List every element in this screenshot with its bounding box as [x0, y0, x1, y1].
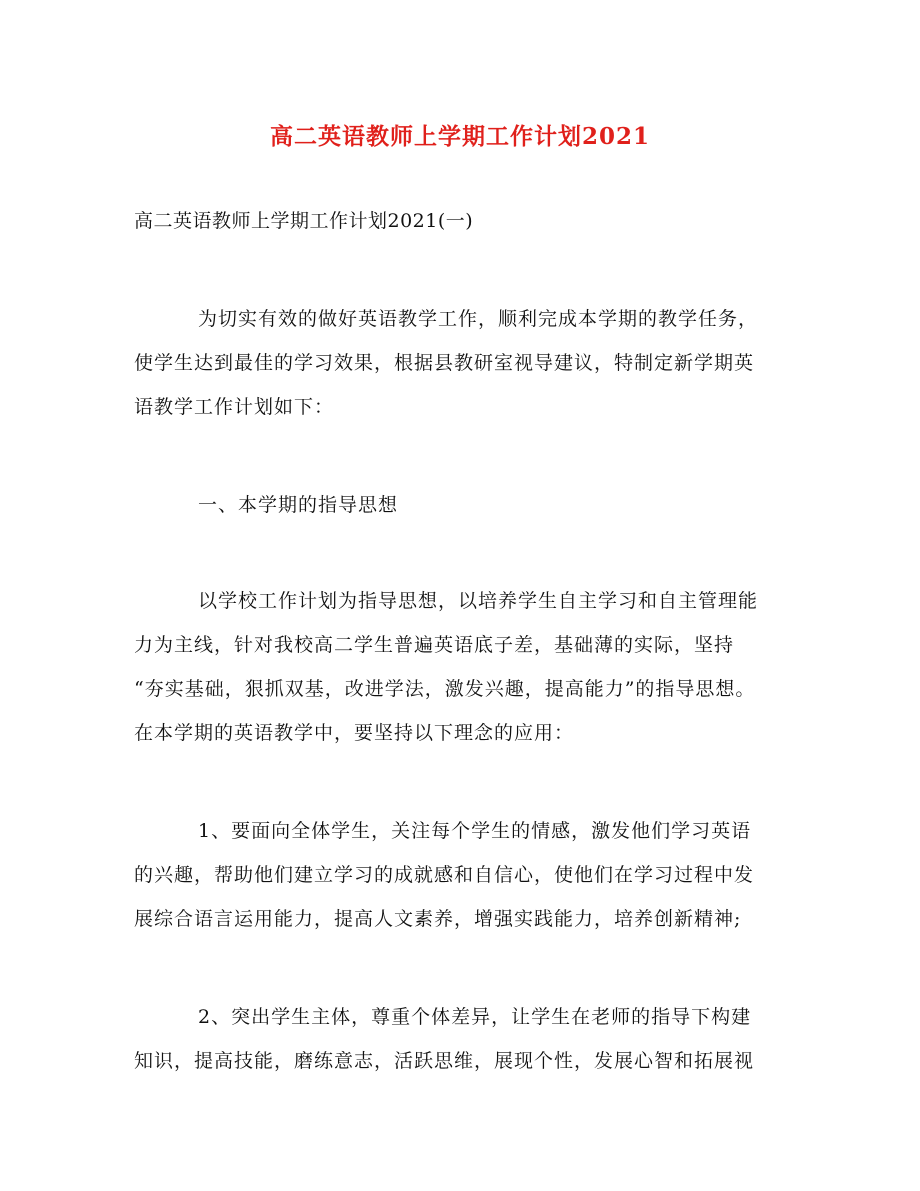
intro-line-3: 语教学工作计划如下： — [134, 396, 335, 418]
section1-line-3: “夯实基础，狠抓双基，改进学法，激发兴趣，提高能力”的指导思想。 — [134, 678, 756, 700]
document-title: 高二英语教师上学期工作计划2021 — [269, 123, 650, 150]
item1-line-2: 的兴趣，帮助他们建立学习的成就感和自信心，使他们在学习过程中发 — [134, 864, 755, 886]
section1-line-1: 以学校工作计划为指导思想，以培养学生自主学习和自主管理能 — [198, 590, 759, 612]
item2-line-2: 知识，提高技能，磨练意志，活跃思维，展现个性，发展心智和拓展视 — [134, 1050, 755, 1072]
item2-line-1: 2、突出学生主体，尊重个体差异，让学生在老师的指导下构建 — [198, 1006, 752, 1028]
item1-line-1: 1、要面向全体学生，关注每个学生的情感，激发他们学习英语 — [198, 820, 752, 842]
section1-line-4: 在本学期的英语教学中，要坚持以下理念的应用： — [134, 722, 575, 744]
item1-line-3: 展综合语言运用能力，提高人文素养，增强实践能力，培养创新精神; — [134, 908, 742, 930]
intro-line-2: 使学生达到最佳的学习效果，根据县教研室视导建议，特制定新学期英 — [134, 352, 755, 374]
section-heading: 一、本学期的指导思想 — [198, 494, 399, 516]
document-subtitle: 高二英语教师上学期工作计划2021(一) — [134, 210, 474, 232]
intro-line-1: 为切实有效的做好英语教学工作，顺利完成本学期的教学任务， — [198, 308, 759, 330]
section1-line-2: 力为主线，针对我校高二学生普遍英语底子差，基础薄的实际，坚持 — [134, 634, 735, 656]
